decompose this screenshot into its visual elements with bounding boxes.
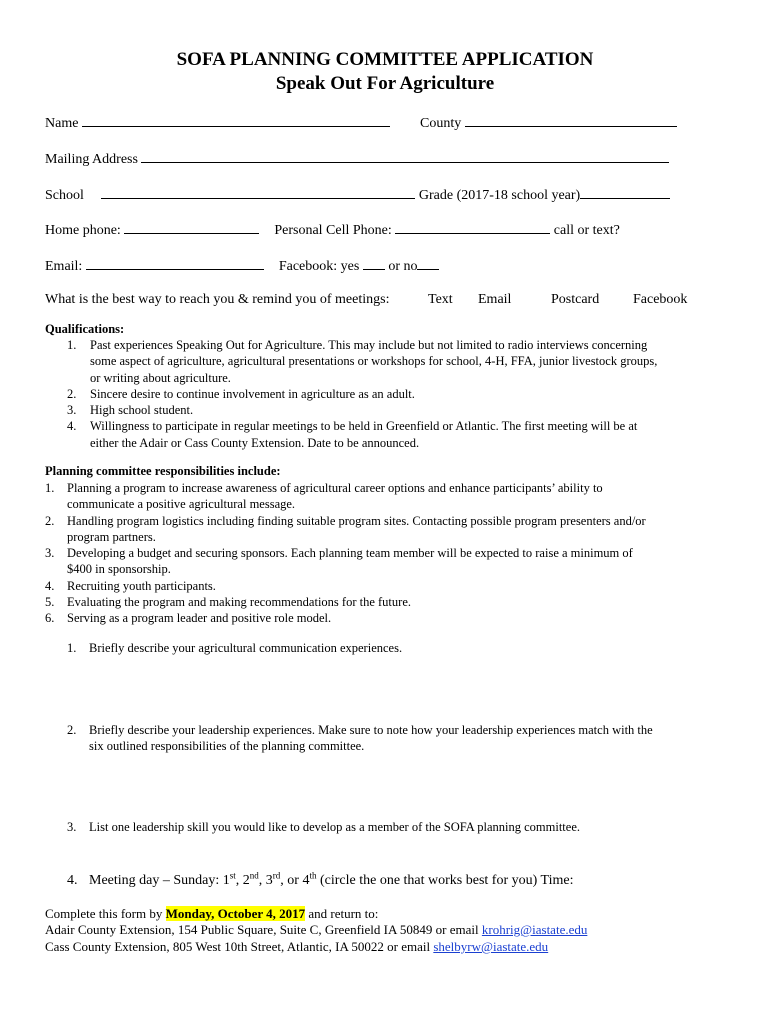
qualifications-item-line: High school student.	[90, 403, 194, 418]
responsibilities-item-line: $400 in sponsorship.	[67, 562, 171, 577]
responsibilities-item	[45, 610, 745, 626]
answer-area-2[interactable]	[45, 758, 725, 814]
responsibilities-heading: Planning committee responsibilities include:	[45, 464, 281, 478]
reach-label: What is the best way to reach you & remind you of meetings:	[45, 292, 390, 307]
qualifications-item-number: 2.	[67, 386, 77, 401]
name-label: Name	[45, 116, 79, 131]
question-3-text: List one leadership skill you would like to develop as a member of the SOFA planning committee.	[89, 820, 580, 834]
cell-phone-label: Personal Cell Phone:	[274, 223, 392, 238]
question-3	[67, 819, 580, 835]
question-2-line-1: Briefly describe your leadership experiences. Make sure to note how your leadership experiences match with the	[89, 723, 653, 737]
responsibilities-item	[45, 513, 745, 546]
email-row	[45, 257, 439, 275]
question-1-number: 1.	[67, 641, 77, 655]
responsibilities-item	[45, 545, 745, 578]
question-2-number: 2.	[67, 723, 77, 737]
facebook-no-label: or no	[388, 259, 418, 274]
qualifications-item-number: 3.	[67, 403, 77, 418]
responsibilities-item-number: 3.	[45, 546, 55, 561]
question-4-text	[89, 872, 573, 890]
qualifications-item-line: Past experiences Speaking Out for Agriculture. This may include but not limited to radio interviews concerning	[90, 338, 648, 352]
question-2-line-2: six outlined responsibilities of the planning committee.	[89, 739, 365, 753]
qualifications-item-line: or writing about agriculture.	[90, 370, 231, 385]
responsibilities-item-line: Developing a budget and securing sponsors. Each planning team member will be expected to raise a minimum of	[67, 546, 633, 561]
responsibilities-item-number: 5.	[45, 595, 55, 610]
responsibilities-item-line: Handling program logistics including finding suitable program sites. Contacting possible program presenters and/or	[67, 513, 646, 528]
email-label: Email:	[45, 259, 83, 274]
reach-option-postcard[interactable]: Postcard	[551, 292, 600, 307]
cass-line	[45, 939, 548, 955]
responsibilities-item-number: 4.	[45, 578, 55, 593]
name-field[interactable]	[82, 114, 390, 127]
reach-option-facebook[interactable]: Facebook	[633, 292, 688, 307]
option-3: , 3	[258, 873, 273, 888]
qualifications-item	[45, 418, 745, 451]
qualifications-item	[45, 386, 745, 402]
responsibilities-item-line: Recruiting youth participants.	[67, 578, 216, 593]
home-phone-field[interactable]	[124, 221, 259, 234]
qualifications-item-line: some aspect of agriculture, agricultural presentations or workshops for school, 4-H, FFA, junior livestock groups,	[90, 354, 658, 369]
facebook-no-field[interactable]	[417, 257, 439, 270]
responsibilities-item-line: program partners.	[67, 529, 156, 544]
form-title: SOFA PLANNING COMMITTEE APPLICATION	[176, 49, 594, 70]
county-field[interactable]	[465, 114, 677, 127]
qualifications-item-line: either the Adair or Cass County Extension. Date to be announced.	[90, 435, 420, 450]
ordinal-rd: rd	[272, 870, 281, 881]
responsibilities-item	[45, 594, 745, 610]
question-3-number: 3.	[67, 820, 77, 834]
responsibilities-item-number: 6.	[45, 611, 55, 626]
question-4-number: 4.	[67, 873, 78, 888]
cass-email-link[interactable]: shelbyrw@iastate.edu	[433, 939, 549, 954]
reach-option-text[interactable]: Text	[428, 292, 453, 307]
form-subtitle: Speak Out For Agriculture	[275, 73, 495, 94]
responsibilities-item-line: communicate a positive agricultural message.	[67, 497, 296, 512]
school-row	[45, 186, 670, 204]
qualifications-item-line: Sincere desire to continue involvement in agriculture as an adult.	[90, 386, 415, 401]
school-label: School	[45, 188, 84, 203]
call-or-text-label: call or text?	[553, 223, 620, 238]
home-phone-label: Home phone:	[45, 223, 121, 238]
responsibilities-item-number: 2.	[45, 513, 55, 528]
responsibilities-item-number: 1.	[45, 481, 55, 495]
phone-row	[45, 221, 620, 239]
cell-phone-field[interactable]	[395, 221, 550, 234]
facebook-yes-label: Facebook: yes	[278, 259, 360, 274]
county-label: County	[420, 116, 462, 131]
grade-label: Grade (2017-18 school year)	[418, 188, 581, 203]
question-4	[67, 870, 574, 890]
mailing-address-field[interactable]	[141, 150, 669, 163]
responsibilities-item-line: Planning a program to increase awareness of agricultural career options and enhance participants’ ability to	[67, 481, 603, 495]
complete-suffix: and return to:	[305, 906, 379, 921]
cass-address: Cass County Extension, 805 West 10th Street, Atlantic, IA 50022 or email	[45, 939, 434, 954]
grade-field[interactable]	[580, 186, 670, 199]
responsibilities-list	[45, 480, 745, 627]
qualifications-list	[45, 337, 745, 451]
qualifications-heading: Qualifications:	[45, 322, 125, 336]
county-row	[420, 114, 677, 132]
facebook-yes-field[interactable]	[363, 257, 385, 270]
adair-line	[45, 922, 587, 938]
answer-area-3[interactable]	[45, 838, 725, 870]
mailing-row	[45, 150, 669, 168]
deadline-highlight: Monday, October 4, 2017	[165, 906, 306, 921]
adair-email-link[interactable]: krohrig@iastate.edu	[481, 922, 588, 937]
ordinal-th: th	[309, 870, 317, 881]
reach-option-email[interactable]: Email	[478, 292, 512, 307]
school-field[interactable]	[101, 186, 415, 199]
meeting-day-label: Meeting day – Sunday: 1	[89, 873, 230, 888]
qualifications-item-line: Willingness to participate in regular meetings to be held in Greenfield or Atlantic. The first meeting will be at	[90, 419, 638, 434]
option-4: , or 4	[280, 873, 310, 888]
qualifications-item	[45, 337, 745, 386]
question-1-text: Briefly describe your agricultural communication experiences.	[89, 641, 403, 655]
adair-address: Adair County Extension, 154 Public Square, Suite C, Greenfield IA 50849 or email	[45, 922, 482, 937]
qualifications-item	[45, 402, 745, 418]
qualifications-item-number: 4.	[67, 419, 77, 434]
responsibilities-item	[45, 480, 745, 513]
option-2: , 2	[235, 873, 250, 888]
responsibilities-item-line: Serving as a program leader and positive role model.	[67, 611, 332, 626]
email-field[interactable]	[86, 257, 264, 270]
answer-area-1[interactable]	[45, 660, 725, 710]
meeting-day-suffix: (circle the one that works best for you) Time:	[316, 873, 574, 888]
qualifications-item-number: 1.	[67, 338, 77, 352]
question-1	[67, 640, 403, 656]
ordinal-nd: nd	[249, 870, 259, 881]
responsibilities-item-line: Evaluating the program and making recommendations for the future.	[67, 595, 411, 610]
ordinal-st: st	[229, 870, 236, 881]
complete-line	[45, 906, 378, 922]
name-row	[45, 114, 390, 132]
mailing-label: Mailing Address	[45, 152, 138, 167]
question-2	[67, 722, 727, 753]
responsibilities-item	[45, 578, 745, 594]
complete-prefix: Complete this form by	[45, 906, 166, 921]
